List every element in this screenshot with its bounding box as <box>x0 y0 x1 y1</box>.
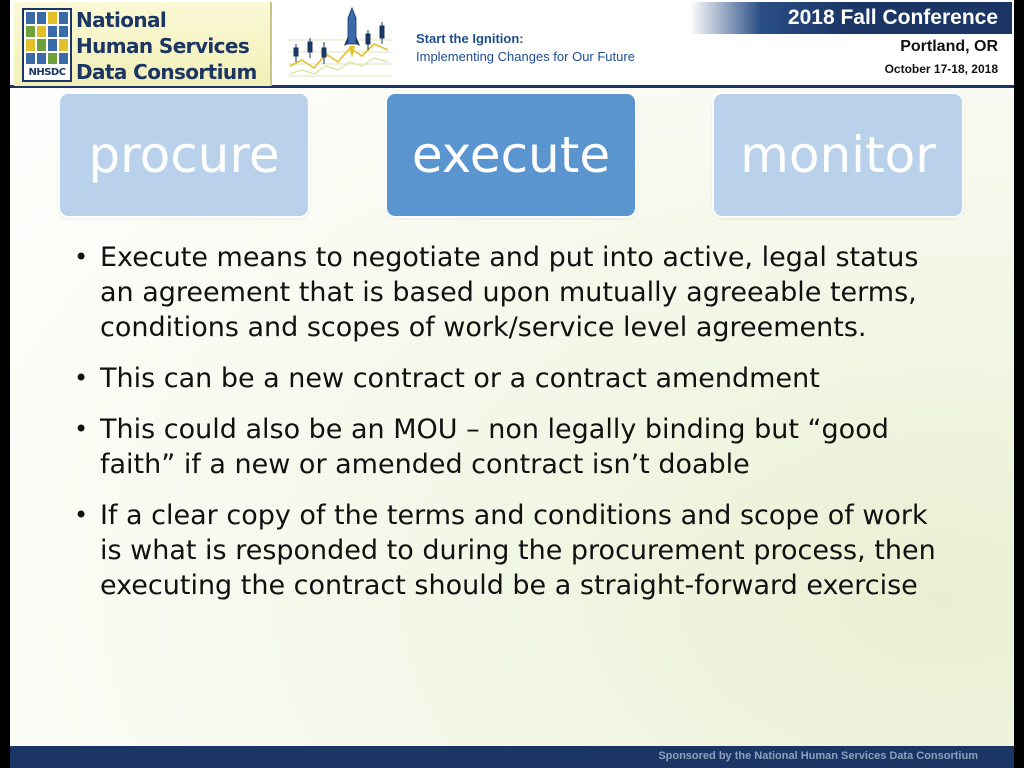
conference-location: Portland, OR <box>900 38 998 55</box>
bullet-item: • If a clear copy of the terms and conditions and scope of work is what is responded to during the procurement process, then executing the contract should be a straight-forward exercise <box>72 498 952 603</box>
logo-text-line-2: Human Services <box>76 34 250 58</box>
logo-text-line-1: National <box>76 8 167 32</box>
rocket-chart-icon <box>284 4 396 84</box>
logo-acronym: NHSDC <box>28 67 66 78</box>
step-monitor: monitor <box>712 92 964 218</box>
frame-left <box>0 0 10 768</box>
sponsor-text: Sponsored by the National Human Services Data Consortium <box>658 750 978 762</box>
bullet-list <box>72 240 952 619</box>
tagline-title: Start the Ignition: <box>416 31 524 46</box>
conference-dates: October 17-18, 2018 <box>884 62 998 76</box>
conference-tagline <box>416 30 635 66</box>
header-banner <box>0 0 1024 88</box>
nhsdc-logo-icon <box>22 8 72 82</box>
logo-text-line-3: Data Consortium <box>76 60 257 84</box>
bullet-item: • Execute means to negotiate and put into active, legal status an agreement that is based upon mutually agreeable terms, conditions and scopes of work/service level agreements. <box>72 240 952 345</box>
footer-bar <box>0 746 1024 768</box>
step-procure: procure <box>58 92 310 218</box>
conference-title: 2018 Fall Conference <box>787 6 998 29</box>
bullet-item: • This can be a new contract or a contract amendment <box>72 361 952 396</box>
nhsdc-logo <box>14 2 272 86</box>
bullet-item: • This could also be an MOU – non legally binding but “good faith” if a new or amended contract isn’t doable <box>72 412 952 482</box>
conference-title-bar <box>690 2 1012 34</box>
step-execute: execute <box>385 92 637 218</box>
tagline-subtitle: Implementing Changes for Our Future <box>416 49 635 64</box>
frame-right <box>1014 0 1024 768</box>
